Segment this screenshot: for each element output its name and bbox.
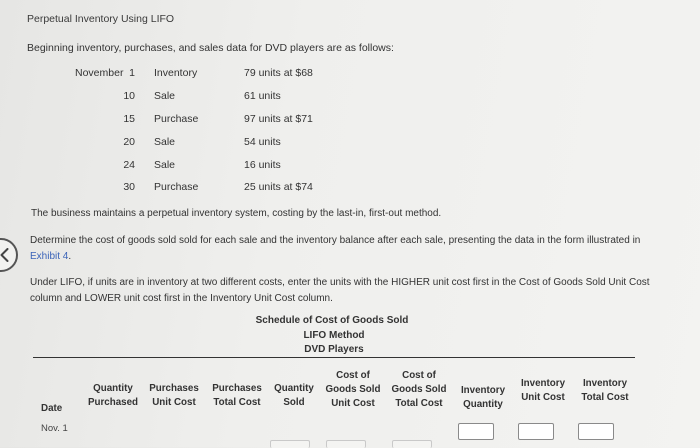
- schedule-product: DVD Players: [304, 344, 364, 355]
- page-title: Perpetual Inventory Using LIFO: [27, 13, 175, 25]
- inventory-total-cost-input[interactable]: [578, 423, 614, 440]
- col-cogs-unit-cost: Cost of Goods Sold Unit Cost: [325, 370, 381, 409]
- transaction-month: November: [75, 67, 124, 79]
- schedule-title: Schedule of Cost of Goods Sold: [255, 315, 409, 326]
- transaction-day: 15: [123, 113, 135, 125]
- transaction-type: Sale: [154, 136, 176, 148]
- transaction-type: Inventory: [154, 67, 198, 79]
- lifo-note: Under LIFO, if units are in inventory at two different costs, enter the units with the HIGHER unit cost first in the Cost of Goods Sold Unit Cost column and LOWER unit cost first in the Inventory Unit Cost column.: [30, 277, 650, 304]
- instruction-text-end: .: [68, 251, 72, 262]
- chevron-left-icon: [0, 248, 9, 262]
- col-purchases-unit-cost: Purchases Unit Cost: [149, 383, 199, 408]
- intro-text: Beginning inventory, purchases, and sales data for DVD players are as follows:: [27, 42, 394, 54]
- col-purchases-total-cost: Purchases Total Cost: [212, 383, 262, 408]
- transaction-detail: 97 units at $71: [244, 113, 313, 125]
- inventory-quantity-input[interactable]: [458, 423, 494, 440]
- transaction-day: 1: [129, 67, 135, 79]
- transaction-day: 24: [123, 159, 135, 171]
- row-date: Nov. 1: [41, 423, 68, 434]
- col-quantity-sold: Quantity Sold: [274, 383, 314, 408]
- instruction-text: [30, 233, 655, 265]
- transaction-type: Purchase: [154, 113, 199, 125]
- inventory-unit-cost-input[interactable]: [518, 423, 554, 440]
- transaction-type: Purchase: [154, 181, 199, 193]
- col-quantity-purchased: Quantity Purchased: [87, 383, 139, 408]
- transaction-type: Sale: [154, 159, 176, 171]
- transaction-detail: 79 units at $68: [244, 67, 313, 79]
- transaction-day: 10: [123, 90, 135, 102]
- col-cogs-total-cost: Cost of Goods Sold Total Cost: [391, 370, 447, 409]
- exhibit-4-link[interactable]: Exhibit 4: [30, 251, 69, 262]
- col-inventory-quantity: Inventory Quantity: [460, 385, 506, 410]
- transaction-day: 20: [123, 136, 135, 148]
- transaction-detail: 54 units: [244, 136, 281, 148]
- table-top-divider: [33, 357, 635, 358]
- transaction-detail: 25 units at $74: [244, 181, 313, 193]
- method-note: The business maintains a perpetual inventory system, costing by the last-in, first-out method.: [31, 208, 442, 219]
- col-inventory-total-cost: Inventory Total Cost: [581, 378, 629, 403]
- transaction-detail: 16 units: [244, 159, 281, 171]
- col-date: Date: [41, 403, 63, 414]
- col-inventory-unit-cost: Inventory Unit Cost: [520, 378, 566, 403]
- transaction-type: Sale: [154, 90, 176, 102]
- schedule-method: LIFO Method: [303, 330, 365, 341]
- transaction-day: 30: [123, 181, 135, 193]
- transaction-detail: 61 units: [244, 90, 281, 102]
- instruction-text-start: Determine the cost of goods sold sold for each sale and the inventory balance after each sale, presenting the data in the form illustrated in: [30, 235, 641, 246]
- back-button[interactable]: [0, 238, 18, 272]
